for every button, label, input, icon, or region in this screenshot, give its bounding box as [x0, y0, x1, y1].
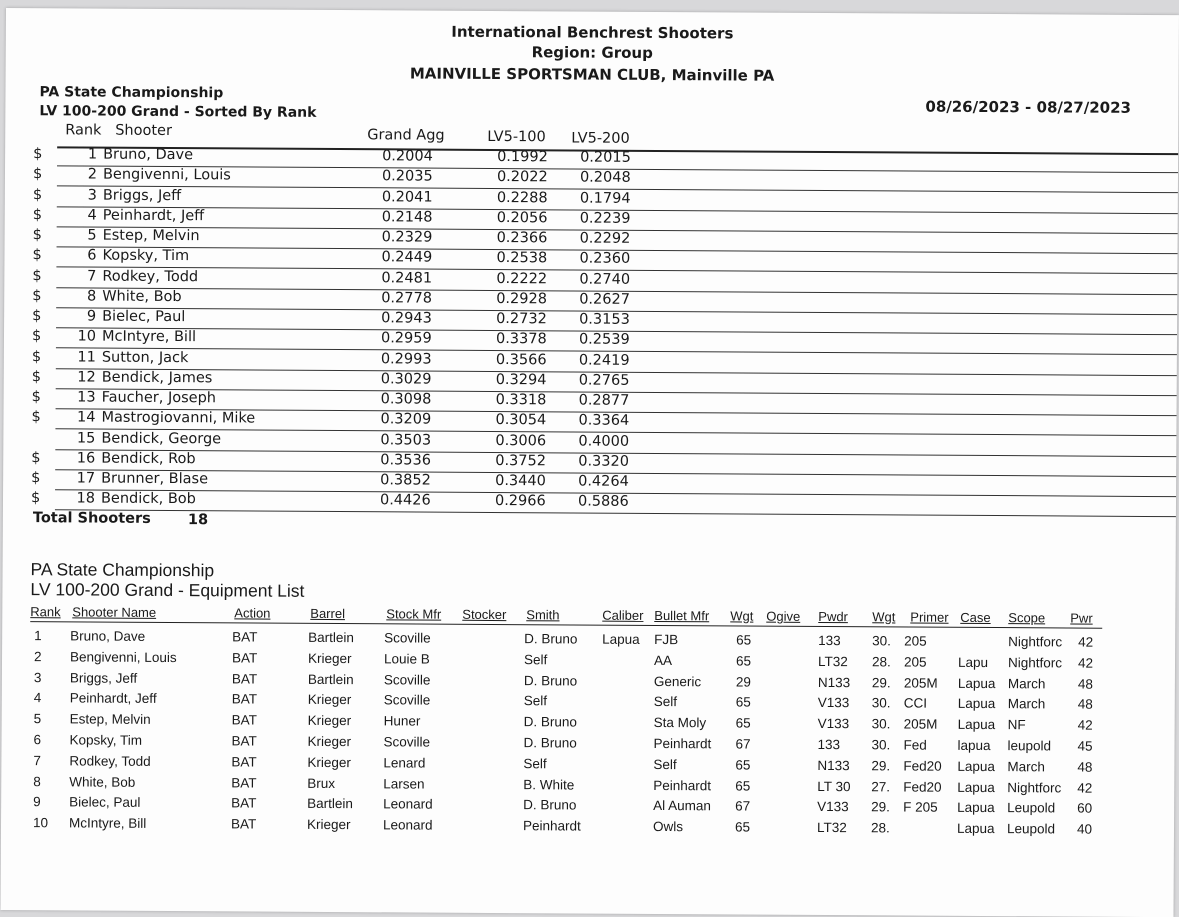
result-grand-agg: 0.3209 — [380, 411, 432, 428]
equipment-rank: 8 — [33, 773, 41, 789]
result-grand-agg: 0.2481 — [381, 269, 433, 287]
equipment-barrel: Krieger — [307, 754, 351, 770]
result-rank: 15 — [76, 429, 96, 447]
result-rank: 16 — [76, 450, 96, 467]
money-marker: $ — [32, 206, 43, 223]
result-lv5-200: 0.2627 — [579, 291, 631, 308]
money-marker: $ — [32, 227, 42, 244]
equipment-bullet: Self — [653, 756, 677, 772]
equipment-bullet: Peinhardt — [653, 735, 712, 752]
col-grand-agg: Grand Agg — [367, 127, 445, 144]
equipment-pwgt: 29. — [871, 674, 891, 691]
result-shooter: Bielec, Paul — [102, 308, 186, 326]
result-grand-agg: 0.3029 — [380, 371, 432, 388]
result-grand-agg: 0.2329 — [381, 229, 433, 246]
equipment-pwr: 42 — [1077, 780, 1093, 796]
money-marker: $ — [31, 449, 41, 466]
equipment-action: BAT — [230, 816, 257, 832]
equipment-barrel: Krieger — [307, 650, 352, 666]
result-rank: 17 — [76, 470, 96, 487]
money-marker: $ — [33, 146, 43, 163]
equipment-pwr: 48 — [1077, 759, 1093, 775]
money-marker: $ — [31, 389, 41, 406]
equipment-col-header: Ogive — [766, 608, 801, 624]
result-lv5-200: 0.1794 — [579, 190, 631, 207]
result-shooter: Faucher, Joseph — [101, 389, 217, 407]
result-rank: 10 — [77, 328, 97, 345]
result-grand-agg: 0.3852 — [380, 472, 431, 489]
result-lv5-200: 0.2539 — [578, 331, 630, 349]
result-shooter: Bendick, Bob — [100, 490, 196, 508]
equipment-bullet: AA — [653, 652, 673, 668]
money-marker: $ — [31, 348, 42, 365]
equipment-caliber: Lapua — [602, 631, 640, 647]
equipment-action: BAT — [231, 774, 257, 791]
equipment-wgt: 67 — [735, 798, 751, 814]
equipment-pwr: 48 — [1077, 696, 1093, 713]
result-lv5-200: 0.2419 — [578, 352, 630, 369]
result-grand-agg: 0.2004 — [382, 148, 433, 165]
equipment-event-title: PA State Championship — [30, 559, 215, 581]
result-grand-agg: 0.2993 — [380, 350, 432, 368]
equipment-scope: leupold — [1007, 738, 1052, 754]
equipment-scope: March — [1007, 758, 1045, 775]
result-lv5-100: 0.2732 — [496, 310, 547, 328]
result-shooter: Brunner, Blase — [101, 470, 209, 488]
result-lv5-100: 0.3006 — [495, 432, 547, 449]
equipment-barrel: Krieger — [307, 713, 352, 729]
equipment-wgt: 65 — [735, 653, 752, 669]
equipment-col-header: Barrel — [310, 605, 346, 622]
col-lv5-100: LV5-100 — [487, 128, 546, 146]
equipment-scope: Leupold — [1007, 800, 1056, 816]
equipment-case: Lapua — [957, 758, 995, 774]
equipment-name: Peinhardt, Jeff — [69, 690, 157, 707]
result-grand-agg: 0.3536 — [380, 452, 432, 469]
money-marker: $ — [32, 166, 43, 183]
result-lv5-200: 0.4000 — [578, 433, 630, 450]
result-rank: 14 — [76, 409, 96, 426]
result-shooter: Rodkey, Todd — [102, 268, 199, 285]
equipment-action: BAT — [231, 670, 258, 687]
result-shooter: Sutton, Jack — [101, 349, 189, 366]
total-shooters-label: Total Shooters — [32, 510, 151, 527]
equipment-col-header: Stock Mfr — [386, 606, 442, 622]
equipment-col-header: Pwdr — [818, 608, 848, 625]
result-grand-agg: 0.4426 — [379, 492, 431, 509]
equipment-action: BAT — [231, 691, 258, 707]
equipment-pwdr: LT32 — [816, 820, 847, 836]
result-lv5-100: 0.2222 — [496, 270, 548, 287]
org-title: International Benchrest Shooters — [451, 22, 734, 43]
result-grand-agg: 0.2959 — [380, 330, 432, 347]
equipment-name: Bengivenni, Louis — [69, 649, 177, 665]
equipment-col-header: Smith — [526, 607, 560, 623]
equipment-case: Lapua — [957, 800, 995, 816]
equipment-stock: Lenard — [383, 755, 426, 771]
col-shooter: Shooter — [115, 122, 173, 140]
equipment-bullet: Peinhardt — [653, 777, 712, 793]
result-lv5-200: 0.3320 — [578, 453, 630, 470]
equipment-action: BAT — [231, 795, 257, 811]
result-rank: 5 — [87, 227, 97, 244]
equipment-rank: 7 — [33, 752, 41, 769]
equipment-pwgt: 30. — [872, 633, 891, 649]
money-marker: $ — [31, 409, 41, 426]
equipment-rank: 9 — [33, 794, 41, 810]
result-lv5-200: 0.3364 — [578, 412, 630, 430]
equipment-name: McIntyre, Bill — [68, 815, 147, 832]
equipment-subtitle: LV 100-200 Grand - Equipment List — [30, 579, 305, 601]
club-title: MAINVILLE SPORTSMAN CLUB, Mainville PA — [409, 64, 775, 85]
equipment-stock: Leonard — [382, 817, 433, 833]
row-rule — [55, 510, 1176, 518]
equipment-pwr: 40 — [1076, 821, 1093, 837]
result-shooter: Kopsky, Tim — [102, 247, 190, 265]
money-marker: $ — [31, 328, 42, 345]
equipment-barrel: Bartlein — [307, 671, 354, 687]
result-shooter: Bengivenni, Louis — [102, 166, 231, 184]
result-grand-agg: 0.2041 — [381, 188, 433, 206]
equipment-col-header: Caliber — [602, 607, 644, 623]
result-lv5-100: 0.2966 — [494, 493, 546, 510]
equipment-primer: CCI — [903, 695, 928, 712]
equipment-wgt: 65 — [735, 757, 751, 773]
result-shooter: McIntyre, Bill — [101, 328, 197, 346]
event-dates: 08/26/2023 - 08/27/2023 — [925, 97, 1132, 117]
equipment-scope: Leupold — [1006, 821, 1056, 837]
equipment-col-header: Primer — [910, 609, 949, 625]
equipment-rank: 4 — [33, 690, 42, 706]
equipment-scope: Nightforc — [1007, 654, 1063, 671]
equipment-rank: 3 — [33, 669, 42, 685]
result-grand-agg: 0.3503 — [380, 431, 432, 449]
equipment-pwgt: 29. — [871, 799, 890, 815]
equipment-smith: Self — [523, 755, 547, 772]
equipment-primer: Fed20 — [903, 758, 942, 774]
equipment-case: Lapua — [957, 717, 996, 733]
equipment-primer: F 205 — [903, 799, 938, 816]
equipment-pwgt: 28. — [870, 820, 890, 836]
equipment-col-header: Pwr — [1070, 610, 1093, 626]
equipment-col-header: Shooter Name — [72, 604, 157, 620]
results-subtitle: LV 100-200 Grand - Sorted By Rank — [39, 103, 317, 121]
result-rank: 3 — [87, 187, 97, 204]
col-rank: Rank — [65, 122, 102, 139]
equipment-name: Rodkey, Todd — [69, 753, 151, 769]
total-shooters-value: 18 — [187, 512, 209, 529]
equipment-smith: D. Bruno — [523, 672, 578, 689]
result-lv5-100: 0.3440 — [495, 472, 546, 490]
equipment-wgt: 65 — [736, 632, 752, 648]
result-lv5-200: 0.4264 — [578, 473, 629, 490]
result-grand-agg: 0.2778 — [381, 290, 433, 307]
money-marker: $ — [30, 490, 41, 507]
equipment-barrel: Brux — [307, 775, 336, 791]
event-title: PA State Championship — [39, 84, 224, 102]
equipment-primer: 205M — [903, 675, 938, 691]
equipment-pwdr: N133 — [817, 757, 850, 773]
result-grand-agg: 0.2035 — [381, 168, 433, 185]
result-shooter: Bendick, Rob — [101, 450, 196, 467]
equipment-rank: 1 — [34, 628, 42, 644]
equipment-smith: Self — [523, 651, 548, 668]
result-lv5-100: 0.3378 — [495, 331, 547, 348]
equipment-barrel: Bartlein — [308, 629, 354, 646]
equipment-case: Lapu — [957, 654, 989, 670]
result-rank: 13 — [77, 389, 96, 406]
equipment-pwr: 60 — [1077, 800, 1093, 817]
equipment-stock: Larsen — [383, 775, 425, 792]
equipment-action: BAT — [232, 629, 258, 645]
result-shooter: White, Bob — [102, 288, 182, 305]
result-rank: 1 — [87, 146, 98, 163]
equipment-primer: Fed — [903, 737, 927, 753]
equipment-smith: D. Bruno — [524, 631, 578, 647]
result-shooter: Mastrogiovanni, Mike — [101, 409, 256, 427]
equipment-smith: Self — [523, 693, 548, 709]
result-grand-agg: 0.2943 — [381, 310, 432, 327]
result-lv5-200: 0.2877 — [578, 392, 630, 409]
result-lv5-200: 0.2239 — [579, 210, 631, 227]
equipment-wgt: 65 — [735, 715, 751, 731]
col-lv5-200: LV5-200 — [571, 130, 630, 147]
result-shooter: Bendick, George — [101, 430, 222, 447]
equipment-name: Briggs, Jeff — [69, 669, 138, 686]
equipment-rank: 5 — [33, 711, 42, 727]
money-marker: $ — [32, 308, 42, 325]
result-lv5-200: 0.2740 — [579, 271, 631, 288]
equipment-stock: Leonard — [383, 796, 433, 813]
result-rank: 7 — [87, 268, 97, 285]
equipment-bullet: Owls — [652, 819, 684, 835]
equipment-stock: Louie B — [383, 651, 430, 667]
result-grand-agg: 0.3098 — [380, 391, 432, 408]
equipment-stock: Scoville — [384, 630, 431, 646]
equipment-barrel: Krieger — [307, 692, 352, 708]
money-marker: $ — [32, 287, 42, 304]
equipment-pwgt: 30. — [871, 737, 891, 753]
money-marker: $ — [32, 247, 42, 264]
money-marker: $ — [32, 186, 43, 203]
equipment-pwr: 45 — [1077, 738, 1093, 754]
equipment-pwr: 48 — [1077, 676, 1093, 692]
result-rank: 18 — [76, 490, 96, 507]
equipment-pwdr: LT32 — [817, 653, 848, 669]
equipment-scope: Nightforc — [1008, 634, 1063, 650]
equipment-bullet: Al Auman — [653, 798, 711, 814]
result-rank: 11 — [77, 348, 96, 366]
equipment-smith: D. Bruno — [523, 735, 577, 751]
equipment-bullet: Sta Moly — [653, 715, 707, 731]
result-grand-agg: 0.2449 — [381, 249, 433, 266]
result-lv5-200: 0.5886 — [577, 493, 629, 511]
result-lv5-100: 0.2538 — [496, 250, 548, 267]
equipment-rank: 6 — [33, 732, 42, 748]
result-lv5-100: 0.1992 — [497, 149, 548, 166]
equipment-scope: March — [1007, 696, 1046, 712]
equipment-pwgt: 27. — [871, 778, 891, 795]
equipment-pwdr: V133 — [817, 695, 850, 711]
result-shooter: Peinhardt, Jeff — [102, 207, 205, 224]
equipment-barrel: Bartlein — [307, 796, 353, 812]
equipment-action: BAT — [231, 733, 257, 749]
equipment-scope: Nightforc — [1007, 779, 1062, 796]
result-lv5-100: 0.3054 — [495, 412, 547, 429]
result-lv5-100: 0.3752 — [495, 452, 547, 470]
result-lv5-100: 0.2056 — [496, 209, 548, 227]
equipment-rank: 10 — [32, 815, 49, 831]
result-rank: 4 — [87, 207, 97, 224]
equipment-pwgt: 29. — [871, 758, 891, 774]
result-lv5-200: 0.2292 — [579, 230, 631, 247]
equipment-pwgt: 30. — [871, 716, 891, 732]
result-rank: 12 — [77, 369, 96, 386]
result-lv5-200: 0.2048 — [579, 169, 631, 187]
equipment-pwdr: V133 — [817, 799, 849, 815]
equipment-col-header: Rank — [30, 604, 61, 620]
equipment-col-header: Action — [234, 605, 271, 621]
equipment-wgt: 67 — [735, 736, 751, 752]
equipment-col-header: Wgt — [872, 609, 896, 625]
equipment-bullet: Generic — [653, 673, 702, 689]
equipment-pwgt: 28. — [871, 654, 891, 670]
result-lv5-100: 0.2366 — [496, 230, 548, 247]
result-lv5-100: 0.3294 — [495, 371, 547, 389]
equipment-action: BAT — [231, 754, 257, 770]
result-shooter: Briggs, Jeff — [102, 187, 182, 204]
equipment-stock: Scoville — [383, 671, 431, 688]
equipment-pwr: 42 — [1078, 634, 1094, 650]
equipment-case: lapua — [957, 737, 991, 754]
equipment-pwgt: 30. — [871, 695, 891, 711]
equipment-barrel: Krieger — [307, 733, 352, 750]
equipment-name: Kopsky, Tim — [69, 732, 143, 748]
equipment-smith: Peinhardt — [522, 818, 581, 834]
equipment-primer: 205 — [904, 633, 927, 649]
equipment-smith: D. Bruno — [523, 714, 577, 730]
equipment-col-header: Scope — [1008, 610, 1046, 626]
result-shooter: Bendick, James — [101, 369, 213, 387]
result-lv5-100: 0.2022 — [496, 169, 548, 186]
result-lv5-100: 0.3318 — [495, 391, 547, 409]
equipment-col-header: Stocker — [462, 606, 507, 623]
equipment-case: Lapua — [957, 675, 996, 691]
equipment-case: Lapua — [957, 696, 996, 712]
money-marker: $ — [31, 470, 41, 487]
equipment-scope: March — [1007, 675, 1046, 691]
equipment-wgt: 65 — [734, 819, 751, 835]
equipment-pwdr: 133 — [817, 736, 841, 753]
equipment-name: Bielec, Paul — [69, 794, 141, 811]
result-shooter: Bruno, Dave — [103, 146, 194, 164]
equipment-pwdr: LT 30 — [817, 778, 851, 794]
equipment-name: Estep, Melvin — [69, 711, 151, 728]
result-shooter: Estep, Melvin — [102, 227, 200, 245]
equipment-stock: Huner — [383, 713, 421, 729]
result-rank: 2 — [87, 166, 98, 183]
result-lv5-100: 0.3566 — [495, 351, 547, 368]
equipment-action: BAT — [231, 712, 257, 728]
equipment-case: Lapua — [957, 779, 995, 795]
equipment-wgt: 65 — [735, 694, 751, 710]
equipment-pwr: 42 — [1077, 717, 1093, 733]
equipment-smith: D. Bruno — [523, 797, 577, 813]
equipment-primer: 205 — [903, 654, 927, 670]
equipment-wgt: 29 — [735, 674, 751, 690]
equipment-barrel: Krieger — [306, 817, 351, 833]
equipment-col-header: Case — [960, 609, 991, 626]
equipment-bullet: Self — [653, 694, 678, 710]
equipment-wgt: 65 — [735, 778, 751, 794]
equipment-pwdr: N133 — [817, 674, 851, 690]
equipment-action: BAT — [231, 650, 258, 666]
equipment-rank: 2 — [33, 648, 42, 665]
score-sheet — [0, 8, 1178, 917]
result-lv5-200: 0.2765 — [578, 372, 630, 389]
result-lv5-100: 0.2928 — [496, 290, 548, 308]
result-grand-agg: 0.2148 — [381, 209, 433, 226]
result-lv5-200: 0.2360 — [579, 250, 631, 268]
equipment-stock: Scoville — [383, 734, 431, 750]
equipment-header-row — [2, 604, 1175, 629]
money-marker: $ — [32, 267, 42, 284]
result-rank: 9 — [86, 308, 97, 325]
equipment-case: Lapua — [956, 821, 995, 837]
equipment-scope: NF — [1007, 717, 1026, 733]
equipment-name: Bruno, Dave — [70, 628, 146, 644]
equipment-name: White, Bob — [69, 773, 136, 790]
equipment-col-header: Bullet Mfr — [654, 607, 710, 624]
money-marker: $ — [31, 368, 42, 385]
equipment-col-header: Wgt — [730, 608, 754, 624]
result-lv5-100: 0.2288 — [496, 189, 548, 206]
region-title: Region: Group — [531, 43, 653, 62]
equipment-primer: 205M — [903, 716, 938, 732]
equipment-stock: Scoville — [383, 692, 431, 708]
equipment-primer: Fed20 — [903, 779, 942, 795]
equipment-pwr: 42 — [1077, 655, 1094, 671]
equipment-pwdr: V133 — [817, 716, 850, 732]
result-lv5-200: 0.3153 — [579, 311, 630, 328]
result-lv5-200: 0.2015 — [580, 149, 631, 166]
result-rank: 8 — [86, 288, 97, 305]
equipment-pwdr: 133 — [818, 632, 841, 649]
equipment-smith: B. White — [523, 776, 575, 793]
equipment-bullet: FJB — [654, 631, 679, 648]
result-rank: 6 — [87, 247, 97, 264]
